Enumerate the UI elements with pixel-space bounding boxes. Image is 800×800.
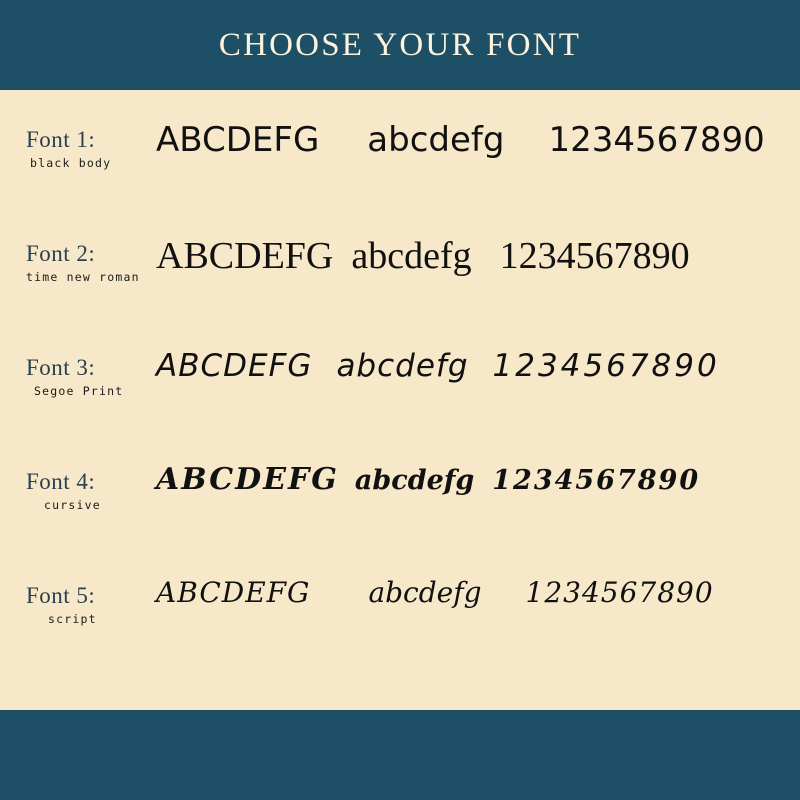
font-sublabel-5: script [48, 612, 97, 627]
font-sample-uppercase-1: ABCDEFG [156, 120, 320, 160]
font-sample-3 [156, 340, 800, 384]
footer-band [0, 710, 800, 800]
font-label-group-2 [26, 226, 156, 284]
font-label-group-1 [26, 112, 156, 170]
font-sample-lowercase-2: abcdefg [351, 235, 472, 277]
font-label-4: Font 4: [26, 469, 96, 494]
font-sample-numerals-2: 1234567890 [499, 235, 690, 277]
font-option-row-5[interactable] [0, 568, 800, 682]
font-option-row-2[interactable] [0, 226, 800, 340]
font-sample-5 [156, 568, 800, 609]
font-sample-lowercase-3: abcdefg [336, 348, 469, 384]
font-sample-lowercase-4: abcdefg [354, 465, 475, 496]
font-label-group-5 [26, 568, 156, 626]
font-label-3: Font 3: [26, 355, 96, 380]
font-label-group-4 [26, 454, 156, 512]
font-sample-uppercase-2: ABCDEFG [156, 235, 334, 277]
font-sample-numerals-5: 1234567890 [525, 576, 714, 609]
font-sample-lowercase-5: abcdefg [368, 576, 482, 609]
font-sublabel-3: Segoe Print [34, 384, 124, 399]
font-sample-uppercase-4: ABCDEFG [156, 462, 339, 497]
font-label-1: Font 1: [26, 127, 96, 152]
page-title: CHOOSE YOUR FONT [218, 26, 582, 63]
font-sample-sheet [0, 90, 800, 710]
font-option-row-3[interactable] [0, 340, 800, 454]
font-sublabel-4: cursive [44, 498, 101, 513]
font-label-5: Font 5: [26, 583, 96, 608]
font-sample-2 [156, 226, 800, 278]
font-option-row-1[interactable] [0, 112, 800, 226]
font-sample-numerals-3: 1234567890 [492, 348, 720, 384]
font-sample-numerals-4: 1234567890 [492, 465, 701, 496]
font-option-row-4[interactable] [0, 454, 800, 568]
font-sublabel-2: time new roman [26, 270, 140, 285]
font-sublabel-1: black body [30, 156, 112, 171]
font-sample-1 [156, 112, 800, 160]
font-sample-lowercase-1: abcdefg [367, 120, 505, 160]
font-sample-uppercase-5: ABCDEFG [156, 576, 311, 609]
font-sample-uppercase-3: ABCDEFG [156, 348, 313, 384]
header-band [0, 0, 800, 90]
font-label-group-3 [26, 340, 156, 398]
font-sample-4 [156, 454, 800, 497]
font-sample-numerals-1: 1234567890 [548, 120, 765, 160]
font-label-2: Font 2: [26, 241, 96, 266]
